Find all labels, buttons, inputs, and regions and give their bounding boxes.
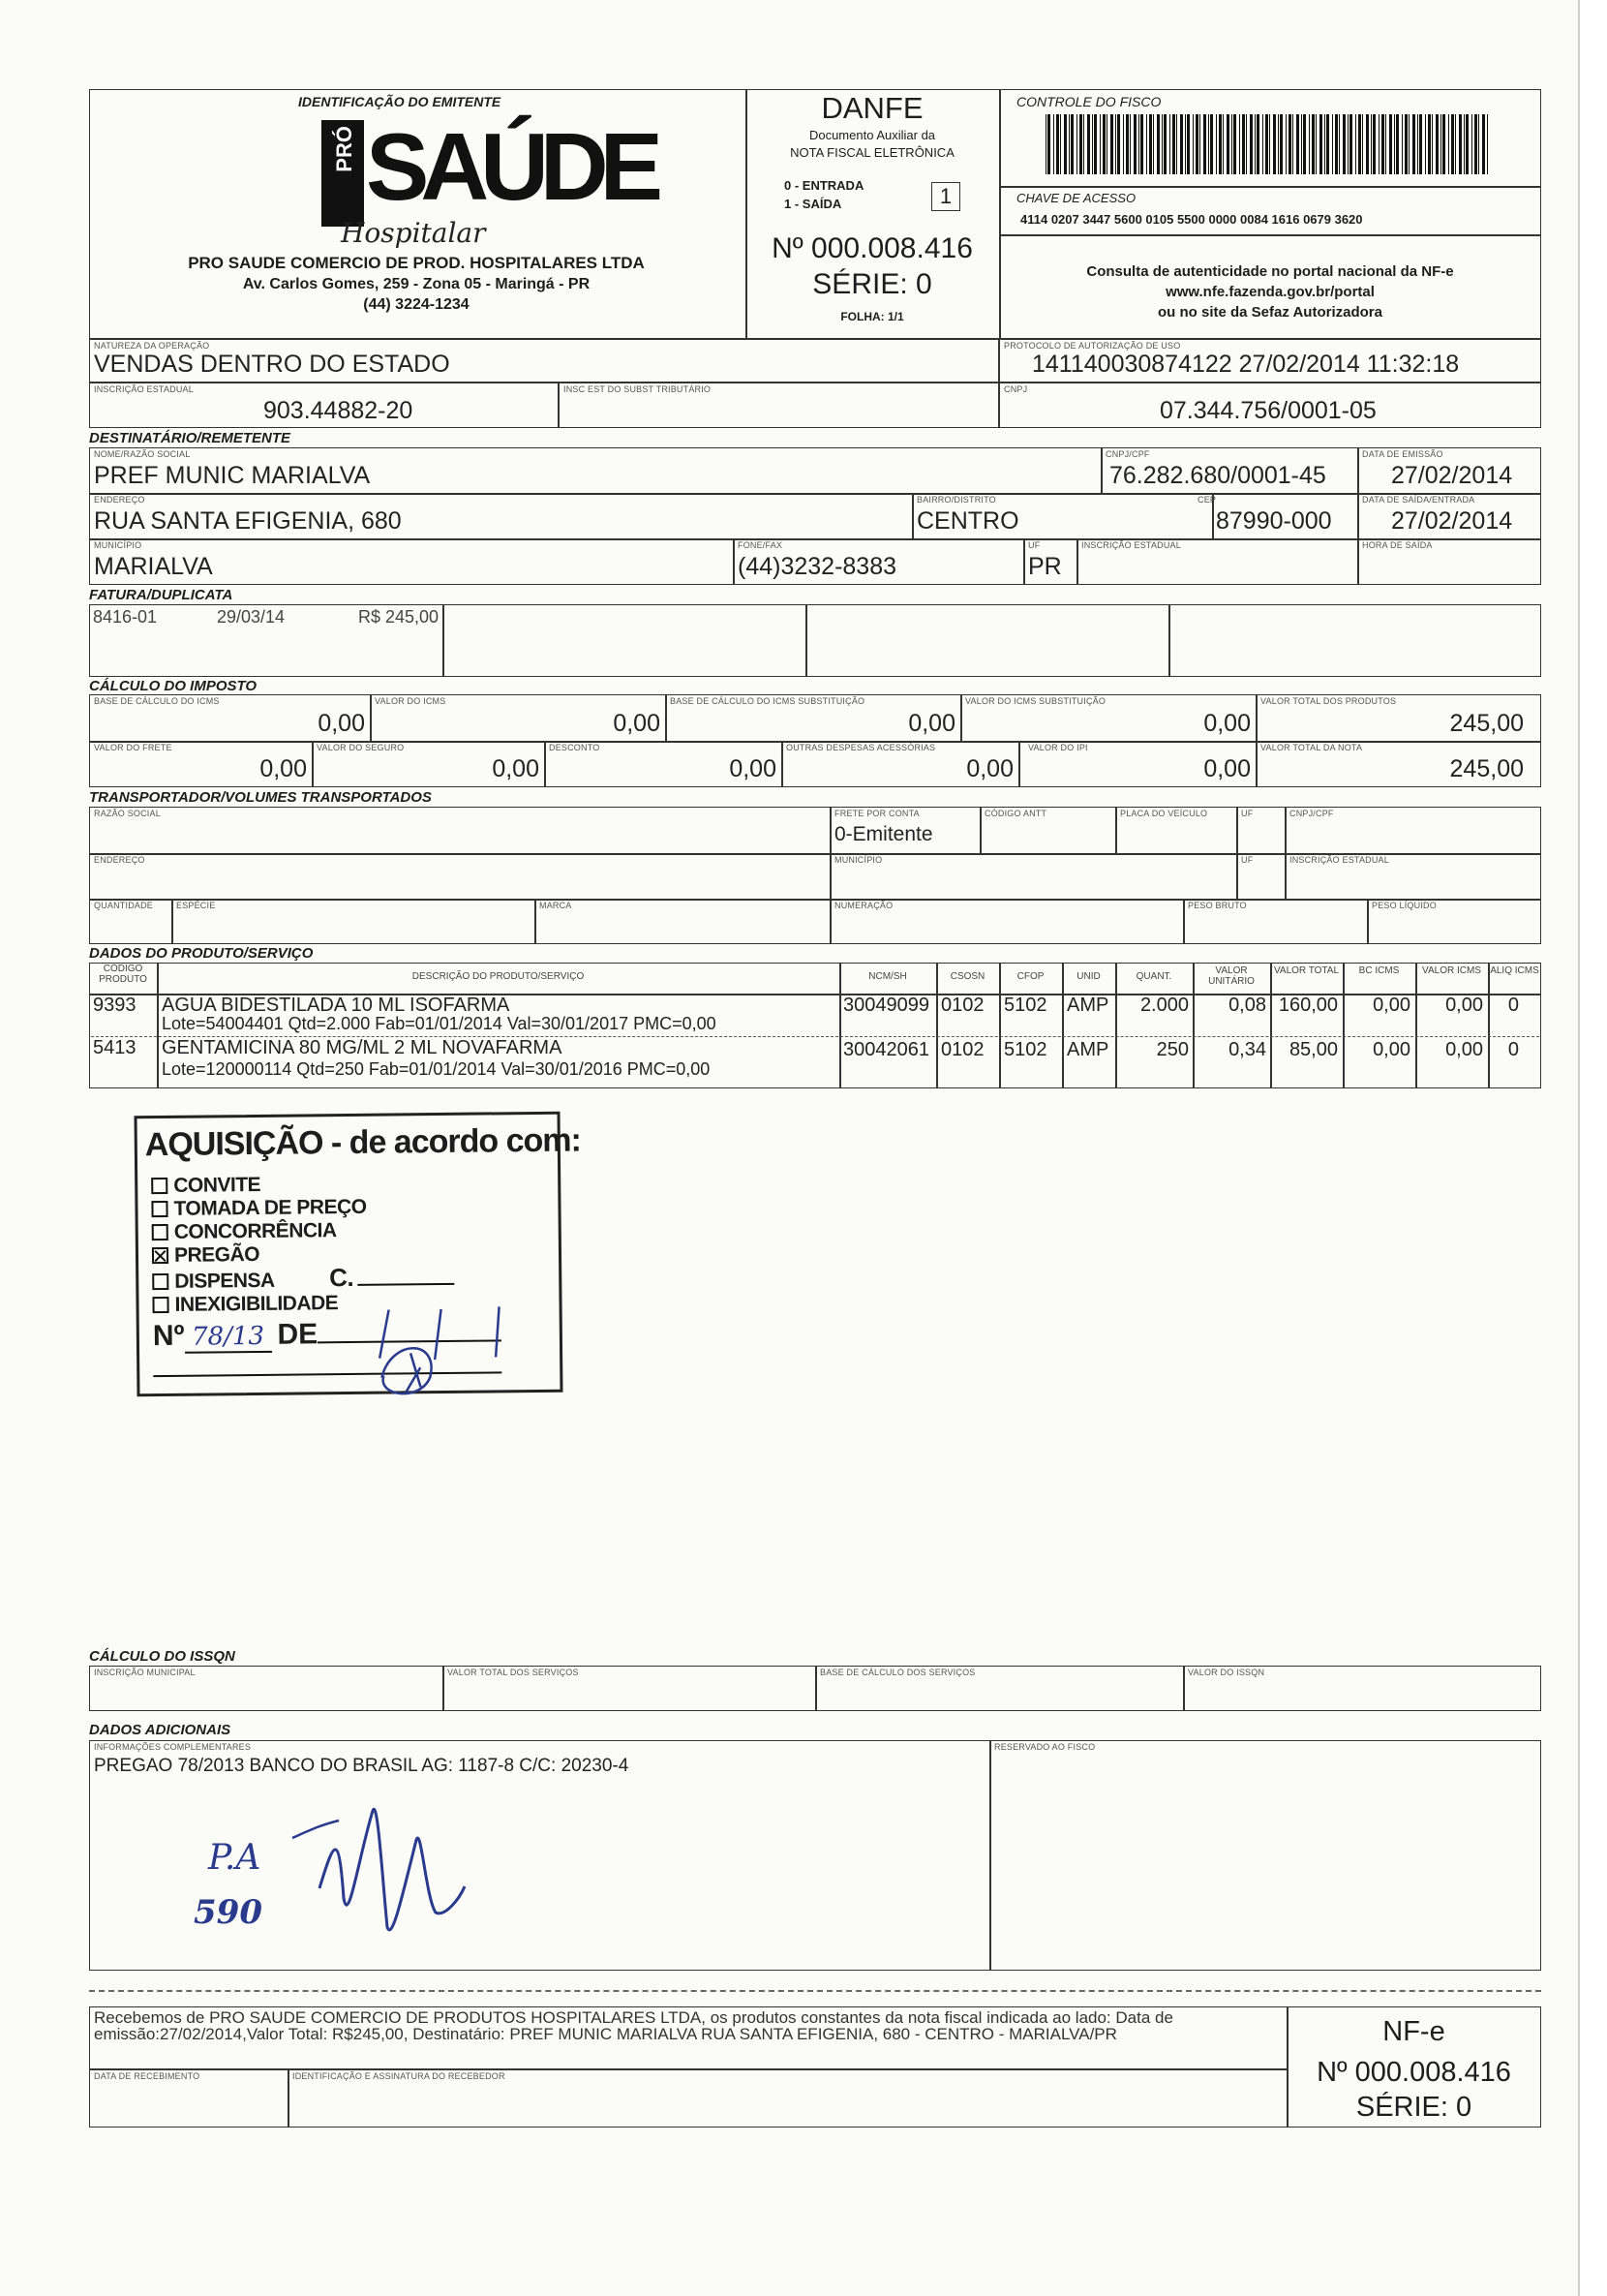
company-logo	[321, 113, 655, 249]
base-icms: 0,00	[318, 710, 365, 737]
checkbox-icon	[151, 1201, 167, 1217]
canhoto-serie: SÉRIE: 0	[1355, 2092, 1472, 2123]
consulta-line3: ou no site da Sefaz Autorizadora	[1158, 304, 1382, 321]
emitente-razao: PRO SAUDE COMERCIO DE PROD. HOSPITALARES LTDA	[188, 254, 645, 272]
logo-main-text: SAÚDE	[366, 113, 655, 220]
consulta-url[interactable]: www.nfe.fazenda.gov.br/portal	[1166, 284, 1375, 300]
canhoto-texto: Recebemos de PRO SAUDE COMERCIO DE PRODUTOS HOSPITALARES LTDA, os produtos constantes da nota fiscal indicada ao lado: Data de emissão:27/02/2014,Valor Total: R$245,00, Destinatário: PREF MUNIC MARIALVA RUA SANTA EFIGENIA, 680 - CENTRO - MARIALVA/PR	[94, 2008, 1173, 2043]
fatura-frame	[89, 604, 1541, 677]
stamp-num-value: 78/13	[184, 1322, 271, 1354]
dest-municipio: MARIALVA	[94, 553, 213, 580]
danfe-sub1: Documento Auxiliar da	[808, 128, 936, 142]
valor-icms-st: 0,00	[1203, 710, 1251, 737]
stamp-item-inexigibilidade: INEXIGIBILIDADE	[174, 1292, 339, 1316]
adicionais-section: DADOS ADICIONAIS	[89, 1722, 231, 1738]
fatura-valor: R$ 245,00	[358, 607, 440, 627]
dest-endereco: RUA SANTA EFIGENIA, 680	[94, 507, 402, 535]
dest-cnpj: 76.282.680/0001-45	[1109, 462, 1326, 489]
danfe-saida: 1 - SAÍDA	[784, 197, 842, 211]
stamp-title: AQUISIÇÃO - de acordo com:	[144, 1121, 582, 1164]
base-icms-st: 0,00	[908, 710, 955, 737]
destinatario-section: DESTINATÁRIO/REMETENTE	[89, 430, 291, 446]
emitente-fone: (44) 3224-1234	[363, 296, 470, 313]
checkbox-icon	[151, 1178, 167, 1194]
total-produtos: 245,00	[1449, 710, 1524, 737]
checkbox-icon	[152, 1224, 168, 1240]
dest-fone: (44)3232-8383	[738, 553, 897, 580]
imposto-section: CÁLCULO DO IMPOSTO	[89, 678, 258, 694]
fatura-vencimento: 29/03/14	[217, 607, 286, 627]
transportador-section: TRANSPORTADOR/VOLUMES TRANSPORTADOS	[89, 789, 432, 806]
fatura-section: FATURA/DUPLICATA	[89, 587, 233, 603]
protocolo-autorizacao: 141140030874122 27/02/2014 11:32:18	[1032, 351, 1460, 378]
natureza-operacao: VENDAS DENTRO DO ESTADO	[94, 351, 450, 378]
barcode	[1046, 114, 1491, 174]
logo-sub-text: Hospitalar	[341, 217, 486, 249]
danfe-page: IDENTIFICAÇÃO DO EMITENTE PRÓ SAÚDE Hospitalar PRO SAUDE COMERCIO DE PROD. HOSPITALARES LTDA Av. Carlos Gomes, 259 - Zona 05 - Maringá - PR (44) 3224-1234 DANFE Documento Auxiliar da NOTA FISCAL ELETRÔNICA 0 - ENTRADA 1 - SAÍDA 1 Nº 000.008.416 SÉRIE: 0 FOLHA: 1/1 CONTROLE DO FISCO CHAVE DE ACESSO 4114 0207 3447 5600 0105 5500 0000 0084 1616 0679 3620 Consulta de autenticidade no portal nacional da NF-e www.nfe.fazenda.gov.br/portal ou no site da Sefaz Autorizadora NATUREZA DA OPERAÇÃO VENDAS DENTRO DO ESTADO PROTOCOLO DE AUTORIZAÇÃO DE USO 141140030874122 27/02/2014 11:32:18 INSCRIÇÃO ESTADUAL 903.44882-20 INSC EST DO SUBST TRIBUTÁRIO CNPJ 07.344.756/0001-05 DESTINATÁRIO/REMETENTE NOME/RAZÃO SOCIAL PREF MUNIC MARIALVA CNPJ/CPF 76.282.680/0001-45 DATA DE EMISSÃO 27/02/2014 ENDEREÇO RUA SANTA EFIGENIA, 680 BAIRRO/DISTRITO CENTRO CEP 87990-000 DATA DE SAÍDA/ENTRADA 27/02/2014 MUNICÍPIO MARIALVA FONE/FAX (44)3232-8383 UF PR INSCRIÇÃO ESTADUAL HORA DE SAÍDA FATURA/DUPLICATA 8416-01 29/03/14 R$ 245,00 CÁLCULO DO IMPOSTO BASE DE CÁLCULO DO ICMS 0,00 VALOR DO ICMS 0,00 BASE DE CÁLCULO DO ICMS SUBSTITUIÇÃO 0,00 VALOR DO ICMS SUBSTITUIÇÃO 0,00 VALOR TOTAL DOS PRODUTOS 245,00 VALOR DO FRETE 0,00 VALOR DO SEGURO 0,00 DESCONTO 0,00 OUTRAS DESPESAS ACESSÓRIAS 0,00 VALOR DO IPI 0,00 VALOR TOTAL DA NOTA 245,00 TRANSPORTADOR/VOLUMES TRANSPORTADOS RAZÃO SOCIAL FRETE POR CONTA 0-Emitente CÓDIGO ANTT PLACA DO VEÍCULO UF CNPJ/CPF ENDEREÇO MUNICÍPIO UF INSCRIÇÃO ESTADUAL QUANTIDADE ESPÉCIE MARCA NUMERAÇÃO PESO BRUTO PESO LÍQUIDO DADOS DO PRODUTO/SERVIÇO CÓDIGO PRODUTO DESCRIÇÃO DO PRODUTO/SERVIÇO NCM/SH CSOSN CFOP UNID QUANT. VALOR UNITÁRIO VALOR TOTAL BC ICMS VALOR ICMS ALIQ ICMS 9393 AGUA BIDESTILADA 10 ML ISOFARMA Lote=54004401 Qtd=2.000 Fab=01/01/2014 Val=30/01/2017 PMC=0,00 30049099 0102 5102 AMP 2.000 0,08 160,00 0,00 0,00 0 5413 GENTAMICINA 80 MG/ML 2 ML NOVAFARMA Lote=120000114 Qtd=250 Fab=01/01/2014 Val=30/01/2016 PMC=0,00 30042061 0102 5102 AMP 250 0,34 85,00 0,00 0,00 0 AQUISIÇÃO - de acordo com: CONVITE TOMADA DE PREÇO CONCORRÊNCIA PREGÃO DISPENSA C. INEXIGIBILIDADE Nº 78/13 DE CÁLCULO DO ISSQN INSCRIÇÃO MUNICIPAL VALOR TOTAL DOS SERVIÇOS BASE DE CÁLCULO DOS SERVIÇOS VALOR DO ISSQN DADOS ADICIONAIS INFORMAÇÕES COMPLEMENTARES PREGAO 78/2013 BANCO DO BRASIL AG: 1187-8 C/C: 20230-4 RESERVADO AO FISCO P.A 590 Recebemos de PRO SAUDE COMERCIO DE PRODUTOS HOSPITALARES LTDA, os produtos constantes da nota fiscal indicada ao lado: Data de emissão:27/02/2014,Valor Total: R$245,00, Destinatário: PREF MUNIC MARIALVA RUA SANTA EFIGENIA, 680 - CENTRO - MARIALVA/PR DATA DE RECEBIMENTO IDENTIFICAÇÃO E ASSINATURA DO RECEBEDOR NF-e Nº 000.008.416 SÉRIE: 0	[0, 0, 1580, 2296]
dest-nome: PREF MUNIC MARIALVA	[94, 462, 371, 489]
canhoto-nfe: NF-e	[1382, 2016, 1445, 2047]
informacoes-complementares: PREGAO 78/2013 BANCO DO BRASIL AG: 1187-8 C/C: 20230-4	[94, 1756, 629, 1776]
danfe-entrada: 0 - ENTRADA	[784, 178, 864, 193]
consulta-line1: Consulta de autenticidade no portal nacional da NF-e	[1086, 263, 1454, 280]
danfe-serie: SÉRIE: 0	[812, 268, 932, 300]
valor-ipi: 0,00	[1203, 755, 1251, 782]
stamp-item-concorrencia: CONCORRÊNCIA	[173, 1219, 337, 1243]
desconto: 0,00	[729, 755, 776, 782]
emitente-endereco: Av. Carlos Gomes, 259 - Zona 05 - Maringá - PR	[242, 276, 591, 292]
dest-cep: 87990-000	[1216, 507, 1332, 535]
dest-data-emissao: 27/02/2014	[1391, 462, 1513, 489]
checkbox-checked-icon	[152, 1247, 168, 1264]
danfe-numero: Nº 000.008.416	[772, 232, 973, 264]
cnpj-emitente: 07.344.756/0001-05	[1160, 397, 1377, 424]
stamp-num-label: Nº	[152, 1319, 185, 1353]
transportador-frame	[89, 807, 1541, 944]
dest-uf: PR	[1028, 553, 1062, 580]
controle-fisco-label: CONTROLE DO FISCO	[1016, 94, 1162, 109]
danfe-title: DANFE	[821, 91, 924, 125]
handwritten-number: 590	[194, 1893, 262, 1932]
stamp-signature	[275, 1299, 547, 1408]
emitente-label: IDENTIFICAÇÃO DO EMITENTE	[298, 94, 501, 109]
total-nota: 245,00	[1449, 755, 1524, 782]
checkbox-icon	[152, 1273, 168, 1290]
handwritten-pa: P.A	[208, 1838, 261, 1878]
frete-por-conta: 0-Emitente	[834, 823, 933, 845]
chave-acesso-label: CHAVE DE ACESSO	[1016, 191, 1137, 205]
stamp-de-label: DE	[277, 1318, 318, 1351]
danfe-tipo-box: 1	[931, 182, 960, 211]
cut-line	[89, 1990, 1541, 1992]
valor-icms: 0,00	[613, 710, 660, 737]
produtos-section: DADOS DO PRODUTO/SERVIÇO	[89, 945, 314, 962]
dest-data-saida: 27/02/2014	[1391, 507, 1513, 535]
checkbox-icon	[152, 1297, 168, 1313]
inscricao-estadual: 903.44882-20	[263, 397, 413, 424]
stamp-item-convite: CONVITE	[173, 1173, 261, 1197]
stamp-item-dispensa: DISPENSA	[174, 1269, 274, 1293]
canhoto-numero: Nº 000.008.416	[1317, 2057, 1511, 2088]
chave-acesso[interactable]: 4114 0207 3447 5600 0105 5500 0000 0084 1616 0679 3620	[1020, 212, 1363, 227]
fatura-numero: 8416-01	[93, 607, 158, 627]
acquisition-stamp	[134, 1112, 582, 1397]
valor-frete: 0,00	[259, 755, 307, 782]
danfe-folha: FOLHA: 1/1	[840, 310, 904, 323]
valor-seguro: 0,00	[492, 755, 539, 782]
issqn-section: CÁLCULO DO ISSQN	[89, 1648, 235, 1665]
danfe-sub2: NOTA FISCAL ELETRÔNICA	[790, 145, 955, 160]
stamp-item-pregao: PREGÃO	[173, 1242, 260, 1267]
dest-bairro: CENTRO	[917, 507, 1019, 535]
stamp-c-label: C.	[329, 1262, 354, 1293]
stamp-item-tomada: TOMADA DE PREÇO	[173, 1195, 367, 1220]
handwritten-signature	[290, 1782, 503, 1946]
outras-despesas: 0,00	[966, 755, 1014, 782]
logo-side-text: PRÓ	[332, 126, 356, 172]
